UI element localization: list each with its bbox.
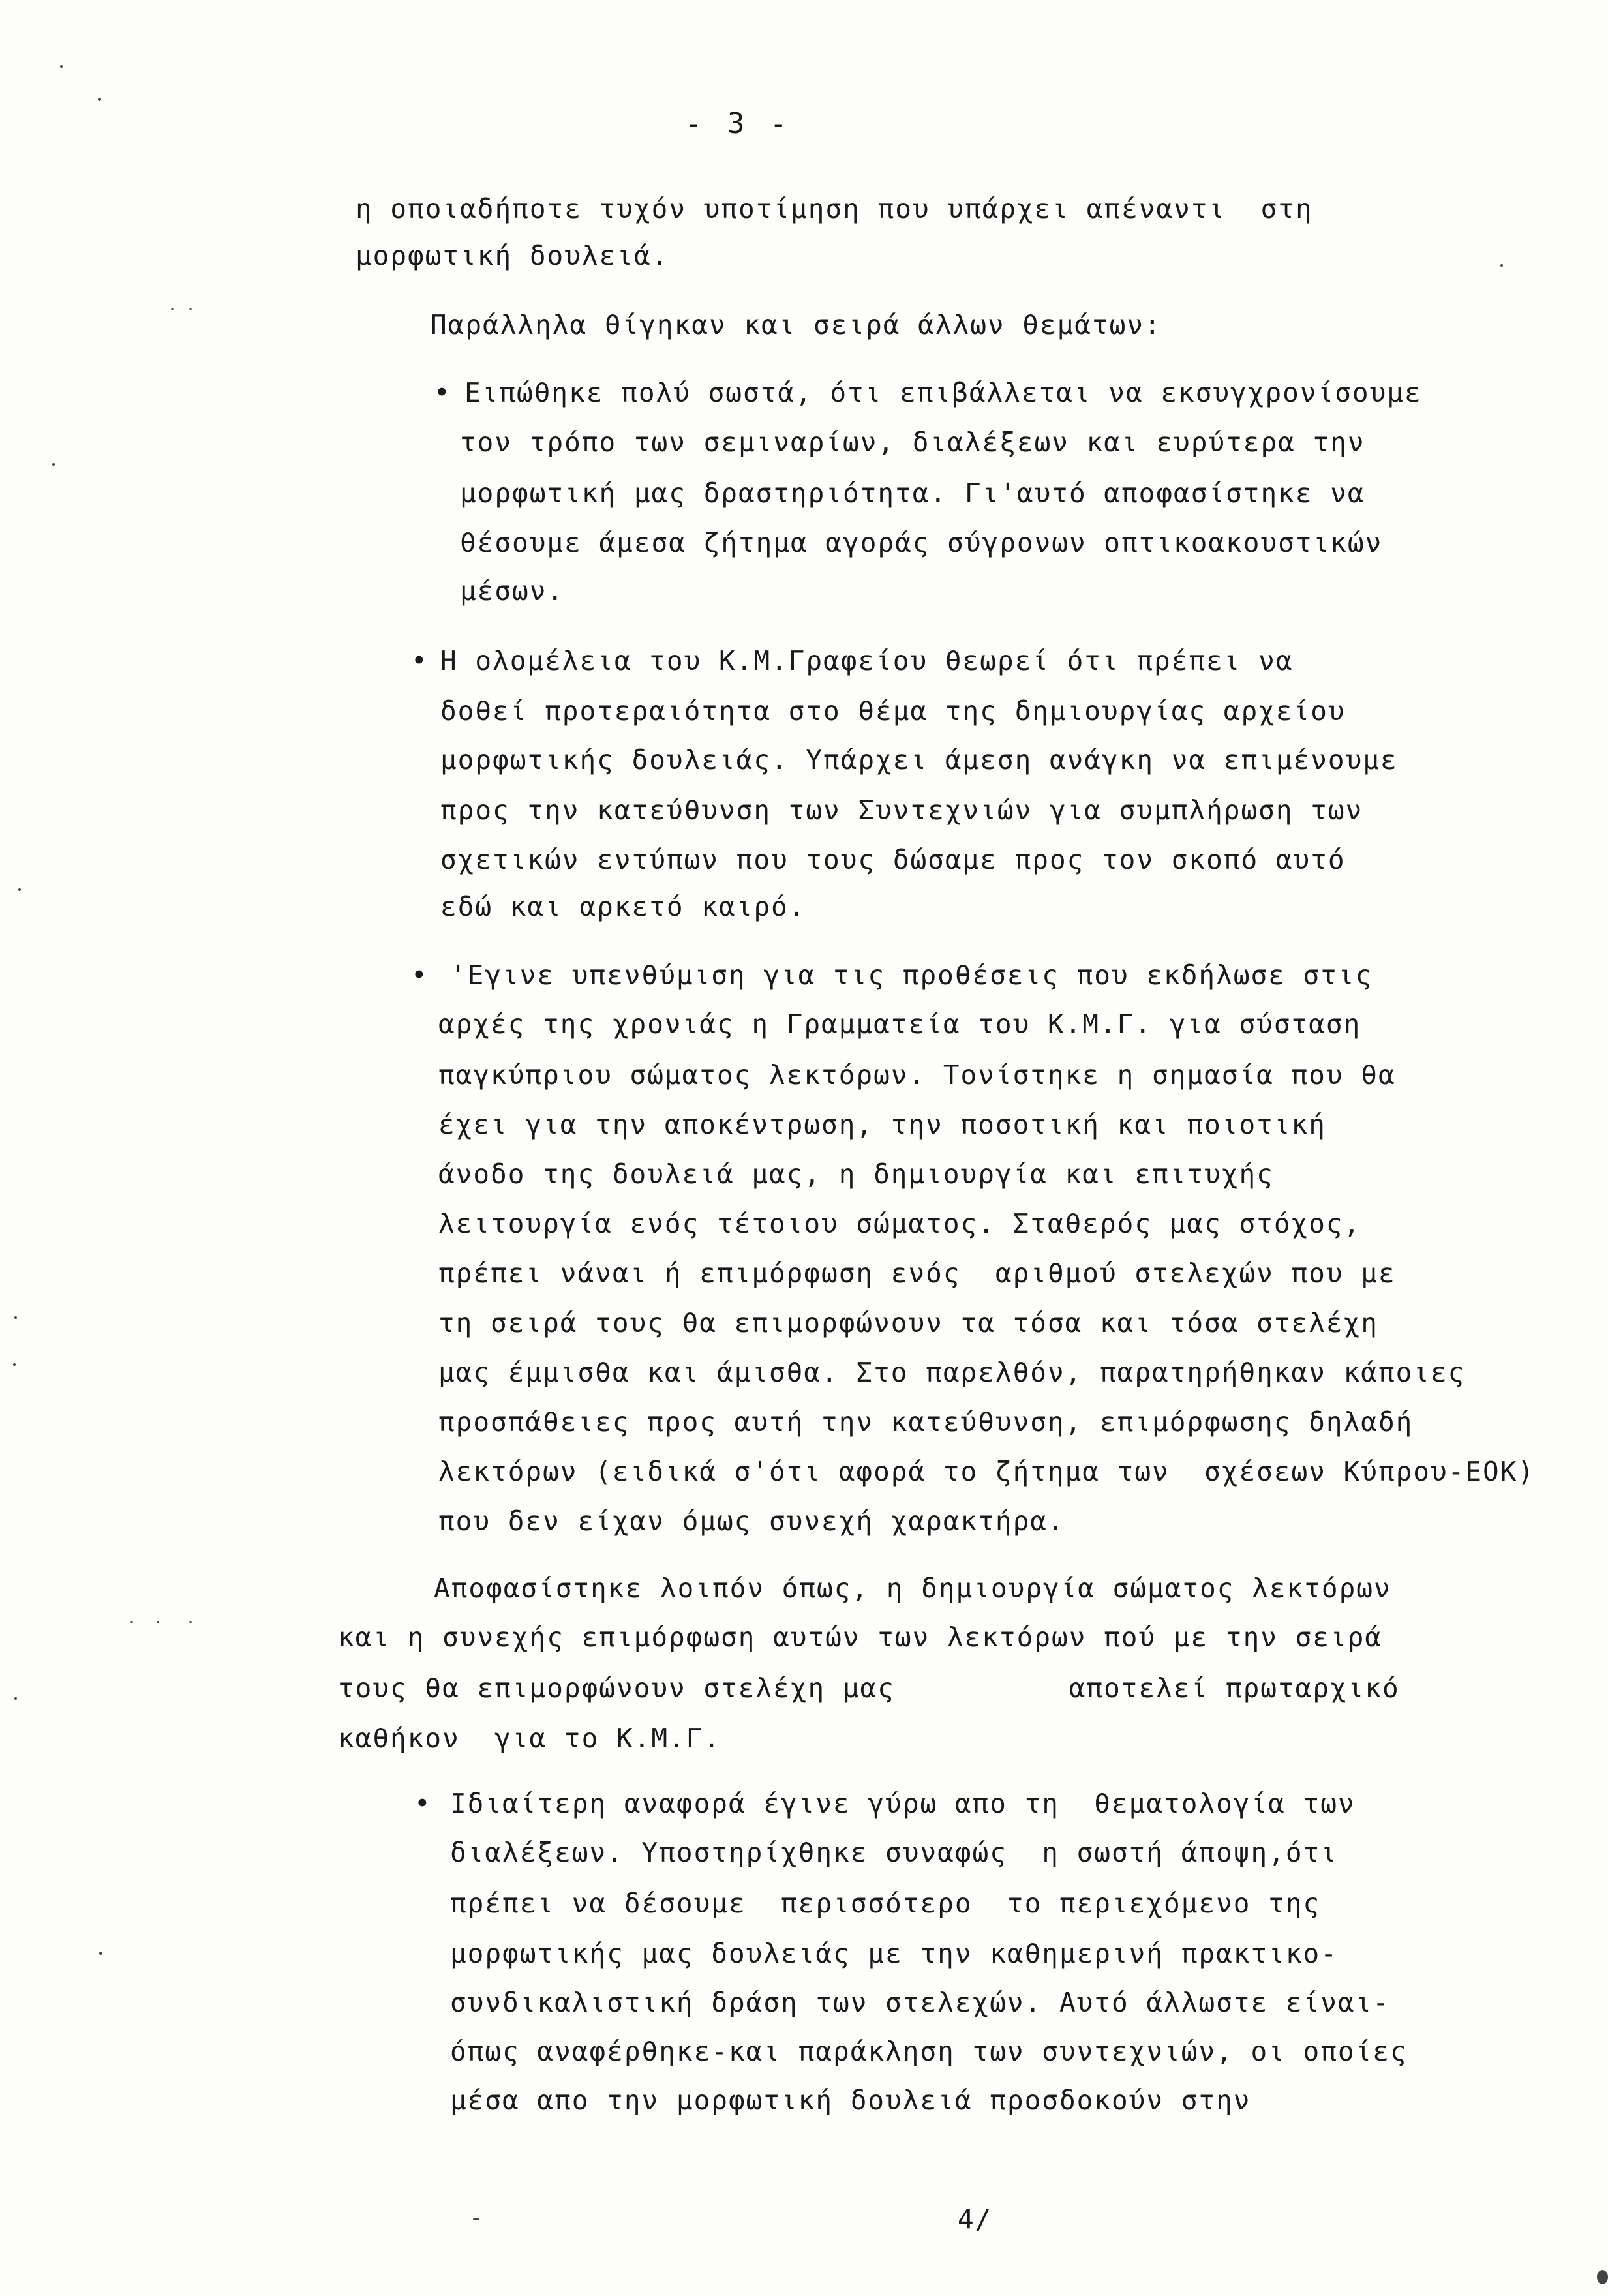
scan-speck	[14, 1697, 17, 1700]
bullet-1-line: μέσων.	[460, 575, 565, 607]
bullet-3-line: πρέπει νάναι ή επιμόρφωση ενός αριθμού στελεχών που με	[438, 1258, 1396, 1289]
decision-line: τους θα επιμορφώνουν στελέχη μας αποτελεί πρωταρχικό	[338, 1672, 1400, 1704]
continuation-marker: 4/	[958, 2203, 993, 2235]
bullet-3-line: που δεν είχαν όμως συνεχή χαρακτήρα.	[438, 1505, 1065, 1537]
bullet-1-line: θέσουμε άμεσα ζήτημα αγοράς σύγρονων οπτικοακουστικών	[460, 527, 1383, 558]
intro-line: η οποιαδήποτε τυχόν υποτίμηση που υπάρχει απέναντι στη	[356, 193, 1313, 224]
bullet-4-line: μορφωτικής μας δουλειάς με την καθημερινή πρακτικο-	[450, 1938, 1338, 1969]
scan-speck	[52, 463, 55, 466]
decision-line: Αποφασίστηκε λοιπόν όπως, η δημιουργία σώματος λεκτόρων	[434, 1573, 1391, 1604]
scan-speck	[157, 1621, 159, 1623]
bullet-4-line: Ιδιαίτερη αναφορά έγινε γύρω απο τη θεματολογία των	[450, 1788, 1356, 1819]
intro-line: μορφωτική δουλειά.	[356, 240, 669, 271]
bullet-3-line: παγκύπριου σώματος λεκτόρων. Τονίστηκε η σημασία που θα	[438, 1059, 1396, 1091]
scan-speck	[1597, 2270, 1608, 2284]
bullet-2-line: σχετικών εντύπων που τους δώσαμε προς τον σκοπό αυτό	[440, 844, 1346, 875]
bullet-3-line: έχει για την αποκέντρωση, την ποσοτική και ποιοτική	[438, 1109, 1326, 1140]
bullet-2-line: εδώ και αρκετό καιρό.	[440, 891, 806, 922]
bullet-3-line: προσπάθειες προς αυτή την κατεύθυνση, επιμόρφωσης δηλαδή	[438, 1406, 1414, 1438]
bullet-3-line: αρχές της χρονιάς η Γραμματεία του Κ.Μ.Γ. για σύσταση	[438, 1008, 1361, 1040]
bullet-4-line: όπως αναφέρθηκε-και παράκληση των συντεχνιών, οι οποίες	[450, 2036, 1408, 2067]
bullet-dot: •	[414, 1788, 432, 1819]
scan-speck	[189, 308, 192, 310]
bullet-1-line: Ειπώθηκε πολύ σωστά, ότι επιβάλλεται να εκσυγχρονίσουμε	[464, 377, 1422, 408]
section-intro: Παράλληλα θίγηκαν και σειρά άλλων θεμάτων:	[431, 309, 1162, 340]
scan-speck	[60, 65, 63, 68]
bullet-3-line: τη σειρά τους θα επιμορφώνουν τα τόσα και τόσα στελέχη	[438, 1307, 1378, 1338]
bullet-2-line: προς την κατεύθυνση των Συντεχνιών για συμπλήρωση των	[440, 794, 1363, 826]
scan-speck	[99, 1952, 102, 1955]
bullet-4-line: συνδικαλιστική δράση των στελεχών. Αυτό άλλωστε είναι-	[450, 1987, 1390, 2018]
bullet-3-line: λειτουργία ενός τέτοιου σώματος. Σταθερός μας στόχος,	[438, 1208, 1361, 1239]
page-number: - 3 -	[685, 107, 791, 140]
scan-speck	[189, 1621, 192, 1623]
decision-line: καθήκον για το Κ.Μ.Γ.	[338, 1723, 721, 1754]
bullet-1-line: μορφωτική μας δραστηριότητα. Γι'αυτό αποφασίστηκε να	[460, 477, 1365, 509]
scan-speck	[14, 1316, 17, 1319]
bullet-4-line: μέσα απο την μορφωτική δουλειά προσδοκούν στην	[450, 2085, 1251, 2116]
bullet-3-line: 'Εγινε υπενθύμιση για τις προθέσεις που εκδήλωσε στις	[450, 959, 1373, 991]
bullet-dot: •	[411, 959, 429, 991]
bullet-dot: •	[411, 645, 429, 676]
bullet-4-line: διαλέξεων. Υποστηρίχθηκε συναφώς η σωστή άποψη,ότι	[450, 1837, 1338, 1868]
scan-speck	[171, 308, 174, 310]
bullet-2-line: μορφωτικής δουλειάς. Υπάρχει άμεση ανάγκη να επιμένουμε	[440, 744, 1398, 776]
bullet-3-line: λεκτόρων (ειδικά σ'ότι αφορά το ζήτημα των σχέσεων Κύπρου-ΕΟΚ)	[438, 1456, 1536, 1487]
scan-speck	[1500, 264, 1503, 267]
scan-speck	[18, 888, 21, 891]
bullet-3-line: μας έμμισθα και άμισθα. Στο παρελθόν, παρατηρήθηκαν κάποιες	[438, 1357, 1466, 1388]
bullet-4-line: πρέπει να δέσουμε περισσότερο το περιεχόμενο της	[450, 1888, 1321, 1919]
bullet-dot: •	[434, 377, 451, 408]
bullet-2-line: δοθεί προτεραιότητα στο θέμα της δημιουργίας αρχείου	[440, 695, 1346, 727]
decision-line: και η συνεχής επιμόρφωση αυτών των λεκτόρων πού με την σειρά	[338, 1622, 1383, 1653]
scan-speck	[473, 2218, 479, 2220]
bullet-1-line: τον τρόπο των σεμιναρίων, διαλέξεων και ευρύτερα την	[460, 427, 1365, 458]
bullet-3-line: άνοδο της δουλειά μας, η δημιουργία και επιτυχής	[438, 1158, 1274, 1190]
scan-speck	[130, 1621, 133, 1623]
scan-speck	[13, 1363, 16, 1366]
scan-speck	[98, 98, 101, 101]
bullet-2-line: Η ολομέλεια του Κ.Μ.Γραφείου θεωρεί ότι πρέπει να	[440, 645, 1294, 676]
